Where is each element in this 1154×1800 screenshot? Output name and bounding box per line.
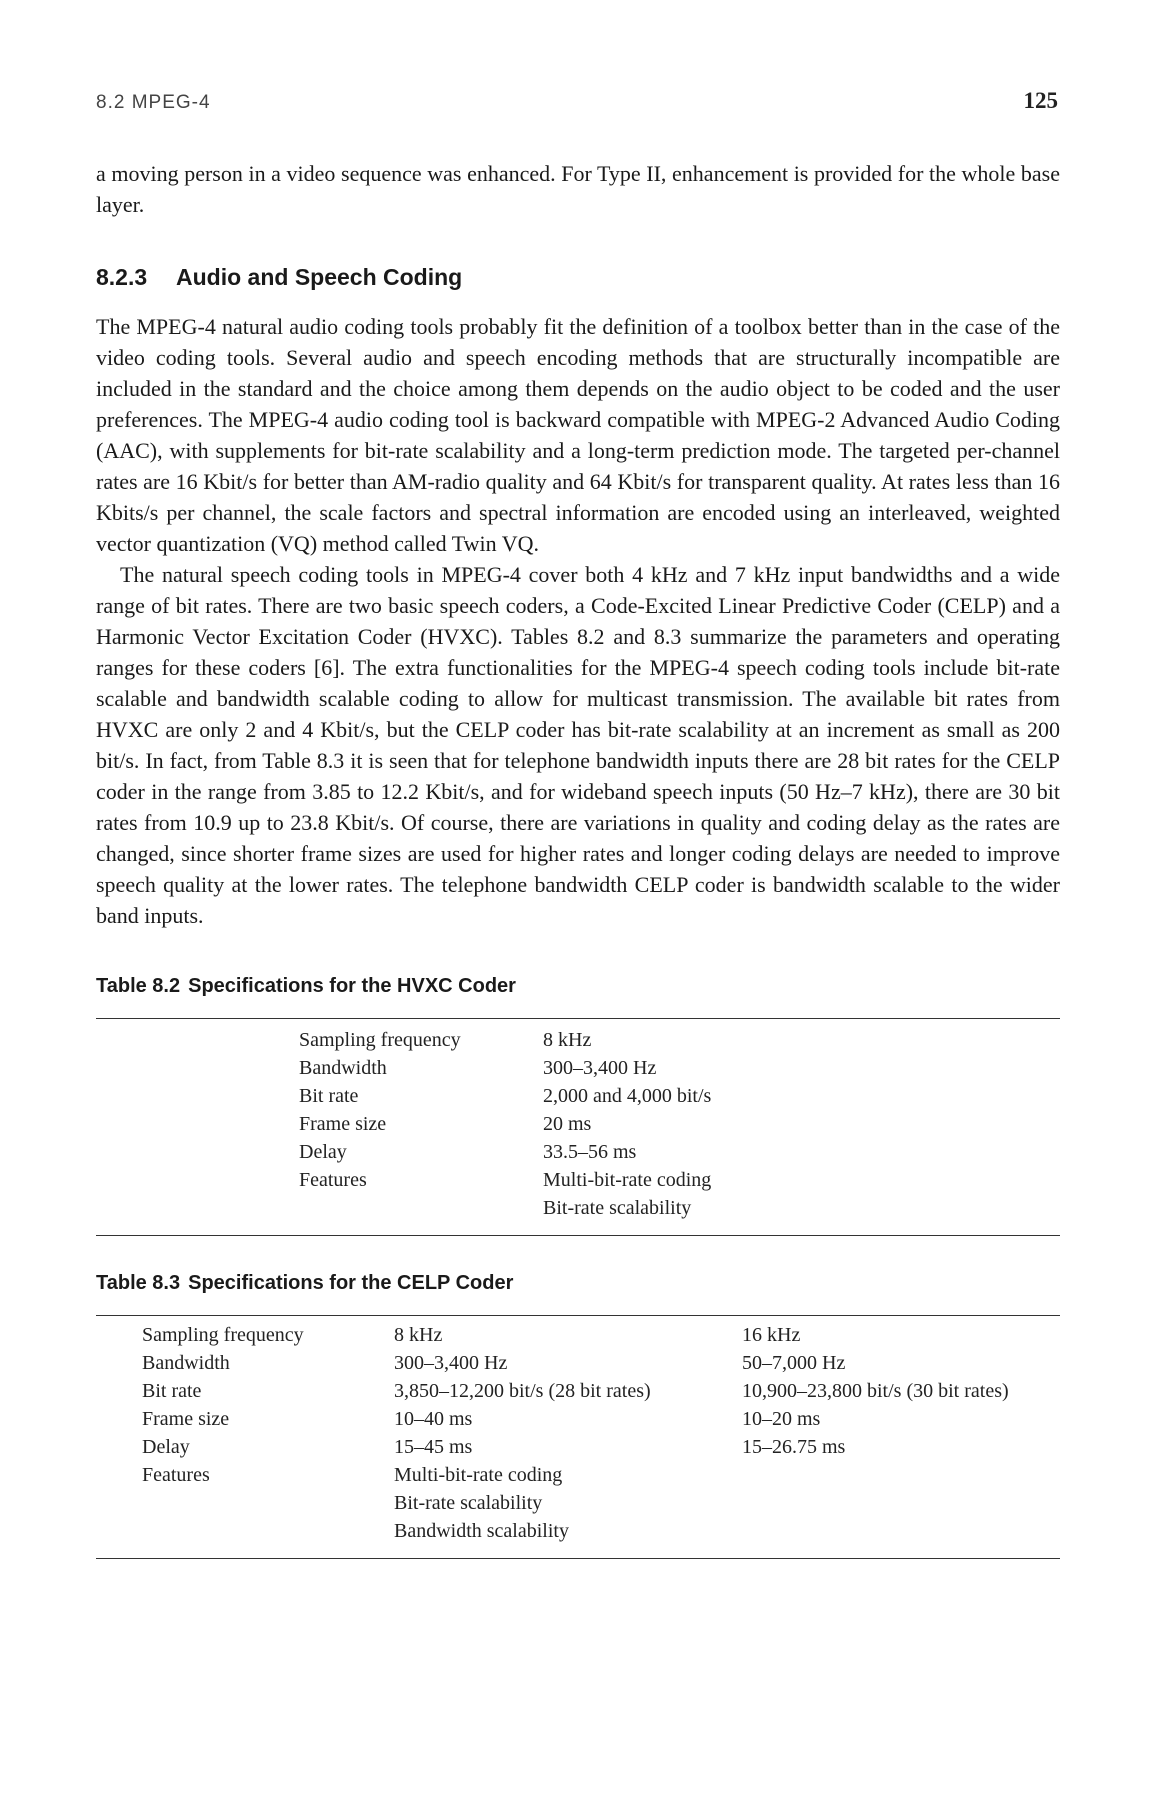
table-row <box>142 1324 1009 1352</box>
table-8-3-title: Specifications for the CELP Coder <box>188 1272 514 1294</box>
table-row <box>299 1057 711 1085</box>
wideband-cell: 15–26.75 ms <box>742 1436 846 1458</box>
wideband-cell <box>742 1520 1009 1548</box>
param-cell: Frame size <box>299 1113 387 1135</box>
param-cell <box>142 1520 394 1548</box>
running-head <box>96 88 1060 122</box>
table-8-2-body <box>299 1029 711 1225</box>
table-8-3-bottom-rule <box>96 1558 1060 1559</box>
table-row <box>142 1380 1009 1408</box>
table-8-2-title: Specifications for the HVXC Coder <box>188 975 516 997</box>
param-cell <box>299 1197 543 1225</box>
value-cell: Bit-rate scalability <box>543 1197 692 1219</box>
param-cell: Bit rate <box>142 1380 202 1402</box>
intro-paragraph: a moving person in a video sequence was enhanced. For Type II, enhancement is provided for the whole base layer. <box>96 161 1060 217</box>
value-cell: 300–3,400 Hz <box>543 1057 657 1079</box>
page-number: 125 <box>1023 88 1058 113</box>
table-row <box>299 1113 711 1141</box>
param-cell: Frame size <box>142 1408 230 1430</box>
table-8-3-label: Table 8.3 <box>96 1272 181 1294</box>
param-cell: Bandwidth <box>142 1352 230 1374</box>
section-number: 8.2.3 <box>96 264 148 290</box>
wideband-cell: 16 kHz <box>742 1324 801 1346</box>
section-heading <box>96 264 1060 291</box>
table-row <box>142 1464 1009 1492</box>
table-8-2-caption <box>96 975 1060 998</box>
param-cell: Features <box>142 1464 210 1486</box>
table-8-3-caption <box>96 1272 1060 1295</box>
param-cell: Sampling frequency <box>299 1029 461 1051</box>
param-cell: Delay <box>142 1436 190 1458</box>
book-page <box>96 88 1060 1559</box>
table-row <box>142 1520 1009 1548</box>
param-cell: Delay <box>299 1141 347 1163</box>
table-row <box>299 1169 711 1197</box>
table-row <box>142 1408 1009 1436</box>
value-cell: 8 kHz <box>543 1029 592 1051</box>
table-row <box>142 1352 1009 1380</box>
wideband-cell <box>742 1492 1009 1520</box>
table-row <box>299 1197 711 1225</box>
value-cell: 2,000 and 4,000 bit/s <box>543 1085 712 1107</box>
section-title: Audio and Speech Coding <box>176 264 463 290</box>
value-cell: 33.5–56 ms <box>543 1141 637 1163</box>
table-8-2-label: Table 8.2 <box>96 975 181 997</box>
body-paragraph-audio: The MPEG-4 natural audio coding tools probably fit the definition of a toolbox better than in the case of the video coding tools. Several audio and speech encoding methods that are structurally incompatible are included in the standard and the choice among them depends on the audio object to be coded and the user preferences. The MPEG-4 audio coding tool is backward compatible with MPEG-2 Advanced Audio Coding (AAC), with supplements for bit-rate scalability and a long-term prediction mode. The targeted per-channel rates are 16 Kbit/s for better than AM-radio quality and 64 Kbit/s for transparent quality. At rates less than 16 Kbits/s per channel, the scale factors and spectral information are encoded using an interleaved, weighted vector quantization (VQ) method called Twin VQ. <box>96 314 1060 556</box>
wideband-cell <box>742 1464 1009 1492</box>
narrowband-cell: 3,850–12,200 bit/s (28 bit rates) <box>394 1380 651 1402</box>
narrowband-cell: 15–45 ms <box>394 1436 473 1458</box>
wideband-cell: 10–20 ms <box>742 1408 821 1430</box>
narrowband-cell: Bandwidth scalability <box>394 1520 569 1542</box>
running-title: 8.2 MPEG-4 <box>96 92 211 113</box>
table-row <box>299 1029 711 1057</box>
table-8-3 <box>96 1272 1060 1559</box>
narrowband-cell: Bit-rate scalability <box>394 1492 543 1514</box>
table-8-2 <box>96 975 1060 1236</box>
narrowband-cell: Multi-bit-rate coding <box>394 1464 563 1486</box>
param-cell <box>142 1492 394 1520</box>
value-cell: Multi-bit-rate coding <box>543 1169 712 1191</box>
narrowband-cell: 10–40 ms <box>394 1408 473 1430</box>
wideband-cell: 50–7,000 Hz <box>742 1352 846 1374</box>
narrowband-cell: 8 kHz <box>394 1324 443 1346</box>
table-row <box>142 1492 1009 1520</box>
wideband-cell: 10,900–23,800 bit/s (30 bit rates) <box>742 1380 1009 1402</box>
table-8-3-body <box>142 1324 1009 1548</box>
narrowband-cell: 300–3,400 Hz <box>394 1352 508 1374</box>
table-8-2-bottom-rule <box>96 1235 1060 1236</box>
param-cell: Bandwidth <box>299 1057 387 1079</box>
table-row <box>299 1141 711 1169</box>
value-cell: 20 ms <box>543 1113 592 1135</box>
param-cell: Features <box>299 1169 367 1191</box>
param-cell: Sampling frequency <box>142 1324 304 1346</box>
table-row <box>142 1436 1009 1464</box>
body-paragraph-speech: The natural speech coding tools in MPEG-4 cover both 4 kHz and 7 kHz input bandwidths and a wide range of bit rates. There are two basic speech coders, a Code-Excited Linear Predictive Coder (CELP) and a Harmonic Vector Excitation Coder (HVXC). Tables 8.2 and 8.3 summarize the parameters and operating ranges for these coders [6]. The extra functionalities for the MPEG-4 speech coding tools include bit-rate scalable and bandwidth scalable coding to allow for multicast transmission. The available bit rates from HVXC are only 2 and 4 Kbit/s, but the CELP coder has bit-rate scalability at an increment as small as 200 bit/s. In fact, from Table 8.3 it is seen that for telephone bandwidth inputs there are 28 bit rates for the CELP coder in the range from 3.85 to 12.2 Kbit/s, and for wideband speech inputs (50 Hz–7 kHz), there are 30 bit rates from 10.9 up to 23.8 Kbit/s. Of course, there are variations in quality and coding delay as the rates are changed, since shorter frame sizes are used for higher rates and longer coding delays are needed to improve speech quality at the lower rates. The telephone bandwidth CELP coder is bandwidth scalable to the wider band inputs. <box>96 562 1060 928</box>
table-row <box>299 1085 711 1113</box>
param-cell: Bit rate <box>299 1085 359 1107</box>
